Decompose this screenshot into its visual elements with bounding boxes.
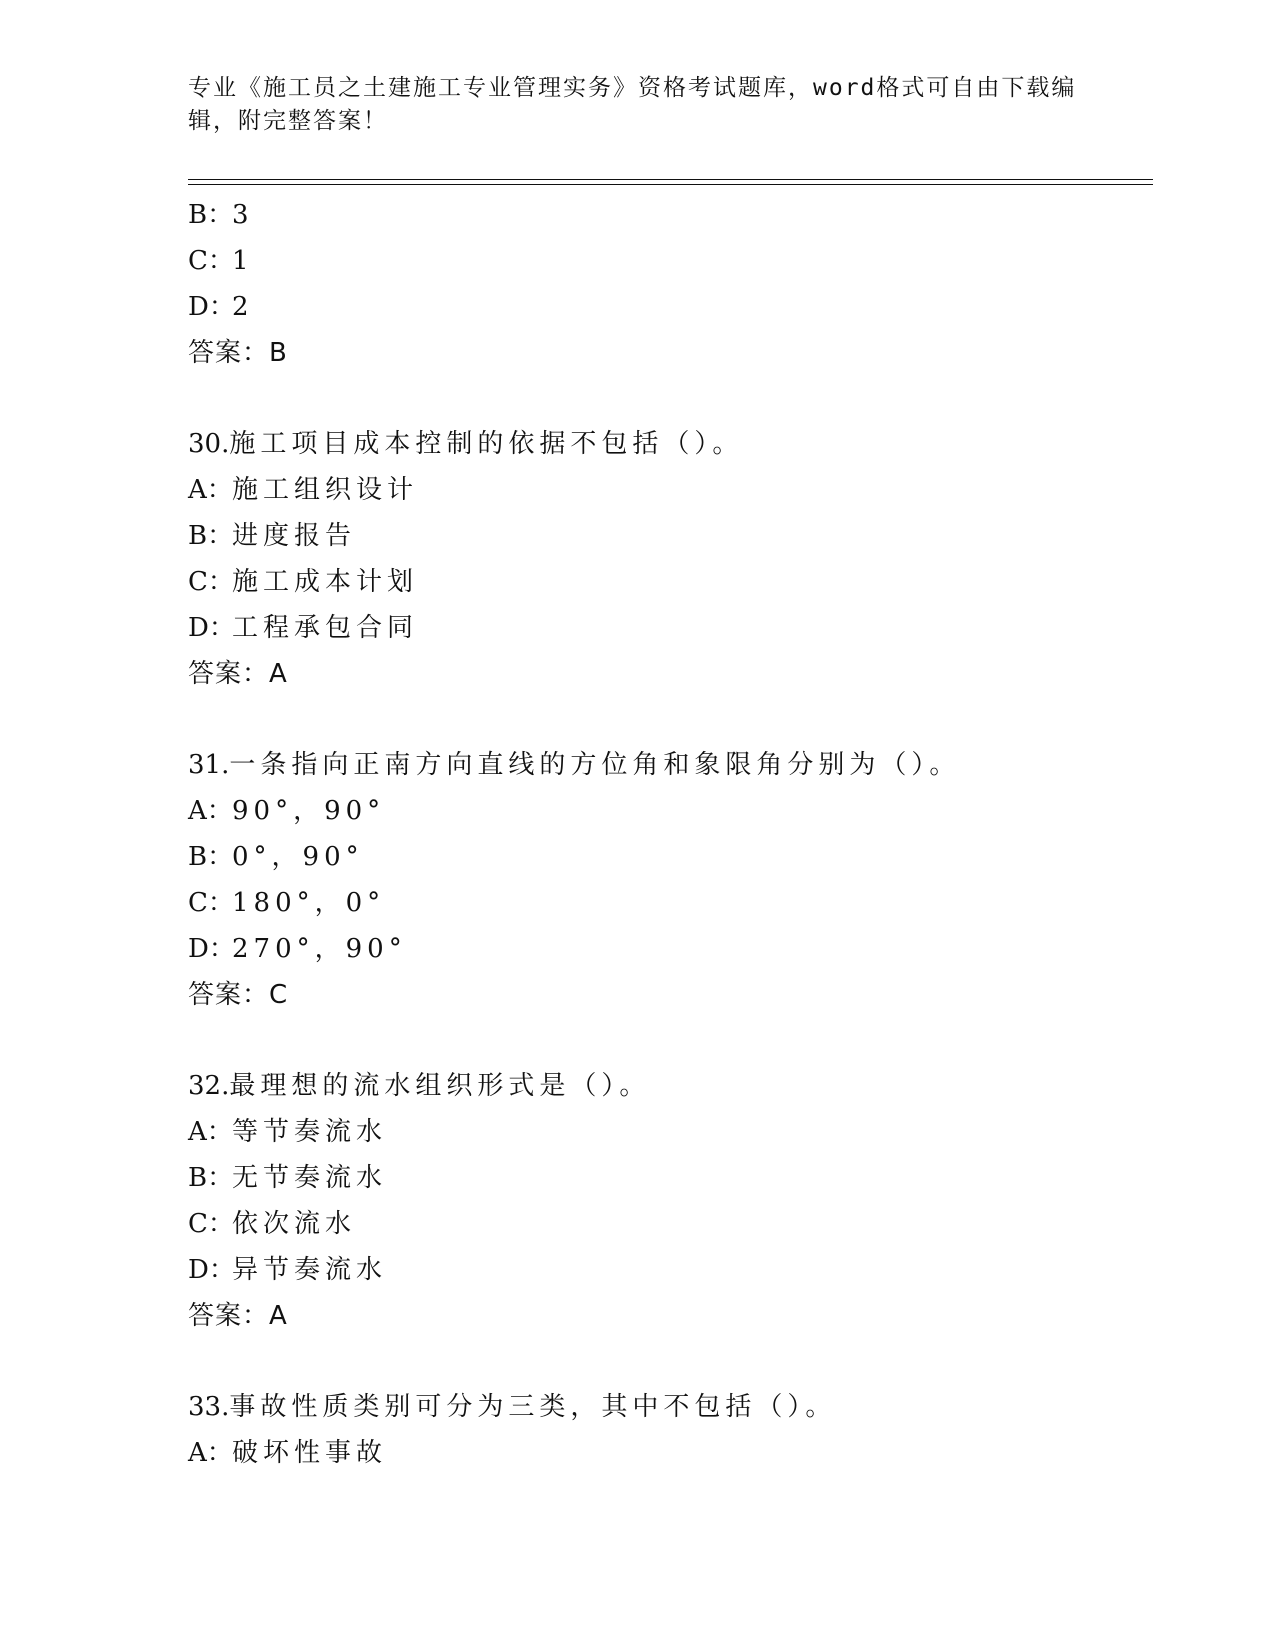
option-a [188,788,1148,834]
option-b [188,513,1148,559]
option-c [188,1201,1148,1247]
option-d [188,605,1148,651]
option-key: D： [188,1255,235,1285]
option-a [188,467,1148,513]
option-key: C： [188,1209,234,1239]
question-number: 30. [188,429,230,459]
option-key: A： [188,796,233,826]
option-text: 90°，90° [232,796,386,826]
question-list [188,192,1148,1476]
option-b [188,834,1148,880]
question-number: 31. [188,750,230,780]
option-text: 依次流水 [232,1209,357,1239]
option-key: B： [188,842,234,872]
option-b [188,192,1148,238]
option-key: A： [188,1117,233,1147]
option-d [188,926,1148,972]
question-number: 32. [188,1071,230,1101]
spacer [188,376,1148,421]
option-text: 异节奏流水 [232,1255,388,1285]
option-key: C： [188,888,234,918]
answer-line: 答案：B [188,338,288,368]
question-text: 事故性质类别可分为三类，其中不包括（）。 [229,1392,837,1422]
question-29-continued [188,192,1148,376]
spacer [188,1339,1148,1384]
question-stem [188,1063,1148,1109]
option-text: 1 [232,246,254,276]
option-c [188,559,1148,605]
answer-line: 答案：A [188,659,288,689]
option-key: B： [188,200,234,230]
option-text: 进度报告 [232,521,357,551]
option-key: D： [188,292,235,322]
option-key: C： [188,567,234,597]
option-key: A： [188,1438,233,1468]
header-rule-bottom [188,184,1153,185]
document-header [188,72,1088,138]
question-stem [188,1384,1148,1430]
option-b [188,1155,1148,1201]
question-33 [188,1384,1148,1476]
question-text: 最理想的流水组织形式是（）。 [229,1071,651,1101]
option-key: C： [188,246,234,276]
option-c [188,238,1148,284]
option-key: B： [188,521,234,551]
question-stem [188,421,1148,467]
option-key: D： [188,934,235,964]
question-30 [188,421,1148,697]
answer-line: 答案：C [188,980,289,1010]
header-line-2: 辑，附完整答案！ [188,108,388,134]
question-text: 一条指向正南方向直线的方位角和象限角分别为（）。 [229,750,961,780]
question-32 [188,1063,1148,1339]
question-text: 施工项目成本控制的依据不包括（）。 [229,429,744,459]
option-text: 施工组织设计 [232,475,419,505]
option-text: 施工成本计划 [232,567,419,597]
header-line-1: 专业《施工员之土建施工专业管理实务》资格考试题库，word格式可自由下载编 [188,75,1077,101]
option-d [188,284,1148,330]
option-key: D： [188,613,235,643]
option-a [188,1109,1148,1155]
option-text: 0°，90° [232,842,364,872]
question-stem [188,742,1148,788]
question-31 [188,742,1148,1018]
option-a [188,1430,1148,1476]
option-text: 2 [232,292,254,322]
spacer [188,697,1148,742]
option-text: 无节奏流水 [232,1163,388,1193]
option-text: 工程承包合同 [232,613,419,643]
option-text: 破坏性事故 [232,1438,388,1468]
option-key: A： [188,475,233,505]
option-d [188,1247,1148,1293]
option-text: 270°，90° [232,934,407,964]
header-rule-top [188,179,1153,180]
question-number: 33. [188,1392,230,1422]
option-text: 180°，0° [232,888,386,918]
option-c [188,880,1148,926]
answer-line: 答案：A [188,1301,288,1331]
spacer [188,1018,1148,1063]
option-text: 等节奏流水 [232,1117,388,1147]
option-text: 3 [232,200,254,230]
option-key: B： [188,1163,234,1193]
